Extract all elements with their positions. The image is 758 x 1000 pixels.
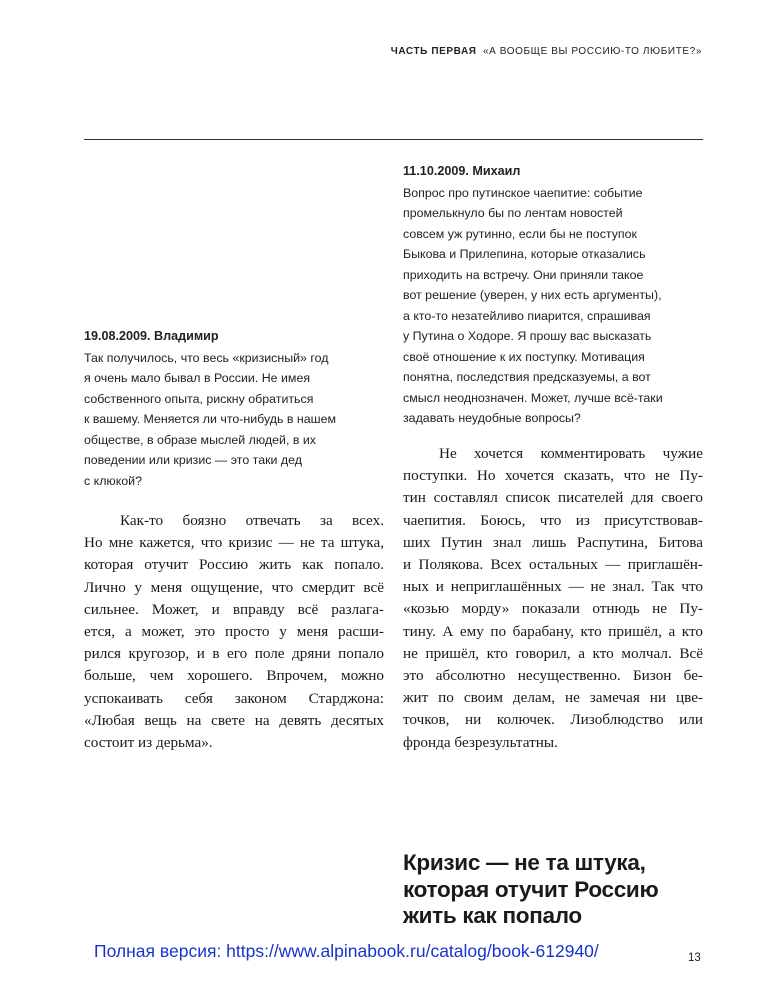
pull-quote-line: Кризис — не та штука,	[403, 850, 646, 875]
header-rule	[84, 139, 703, 140]
answer-line: ется, а может, это просто у меня расши-	[84, 623, 384, 641]
right-answer	[403, 443, 703, 754]
running-head	[391, 46, 702, 57]
pull-quote-line: которая отучит Россию	[403, 876, 659, 902]
question-line: Так получилось, что весь «кризисный» год	[84, 350, 329, 365]
answer-line: тин составлял список писателей для своего	[403, 489, 703, 507]
answer-line: рился кругозор, и в его поле дряни попало	[84, 645, 384, 663]
question-line: поведении или кризис — это таки дед	[84, 453, 302, 467]
left-answer	[84, 510, 384, 754]
left-question-heading: 19.08.2009. Владимир	[84, 329, 219, 343]
question-line: с клюкой?	[84, 473, 142, 488]
left-question	[84, 326, 336, 491]
answer-line: Лично у меня ощущение, что смердит всё	[84, 578, 384, 596]
question-line: промелькнуло бы по лентам новостей	[403, 206, 623, 220]
full-version-link[interactable]: Полная версия: https://www.alpinabook.ru/catalog/book-612940/	[94, 941, 599, 961]
question-line: смысл неоднозначен. Может, лучше всё-таки	[403, 390, 663, 405]
answer-line: точков, ни колючек. Лизоблюдство или	[403, 711, 703, 729]
answer-line: Как-то боязно отвечать за всех.	[120, 512, 384, 529]
question-line: я очень мало бывал в России. Не имея	[84, 371, 311, 385]
running-head-part: ЧАСТЬ ПЕРВАЯ	[390, 46, 477, 57]
answer-line: ных и неприглашённых — не знал. Так что	[403, 578, 703, 596]
question-line: приходить на встречу. Они приняли такое	[403, 267, 644, 282]
answer-line: фронда безрезультатны.	[403, 733, 558, 751]
answer-line: состоит из дерьма».	[84, 734, 213, 752]
question-line: понятна, последствия предсказуемы, а вот	[403, 370, 651, 384]
answer-line: не пришёл, кто говорил, а кто молчал. Всё	[403, 644, 703, 662]
answer-line: ших Путин знал лишь Распутина, Битова	[403, 533, 703, 551]
question-line: Быкова и Прилепина, которые отказались	[403, 247, 646, 261]
question-line: к вашему. Меняется ли что-нибудь в нашем	[84, 412, 337, 426]
answer-line: поступки. Но хочется сказать, что не Пу-	[403, 467, 703, 485]
answer-line: сильнее. Может, и вправду всё разлага-	[84, 600, 384, 618]
question-line: задавать неудобные вопросы?	[403, 411, 581, 425]
question-line: у Путина о Ходоре. Я прошу вас высказать	[403, 329, 652, 343]
question-line: а кто-то незатейливо пиарится, спрашивая	[403, 308, 651, 323]
answer-line: которая отучит Россию жить как попало.	[84, 556, 384, 574]
question-line: собственного опыта, рискну обратиться	[84, 391, 314, 406]
answer-line: это абсолютно несущественно. Бизон бе-	[403, 667, 703, 685]
running-head-title: «А ВООБЩЕ ВЫ РОССИЮ-ТО ЛЮБИТЕ?»	[482, 46, 702, 57]
answer-line: больше, чем хорошего. Впрочем, можно	[84, 667, 384, 685]
answer-line: чаепития. Боюсь, что из присутствовав-	[403, 511, 703, 529]
answer-line: Не хочется комментировать чужие	[439, 445, 703, 462]
question-line: своё отношение к их поступку. Мотивация	[403, 349, 645, 364]
question-line: Вопрос про путинское чаепитие: событие	[403, 185, 643, 200]
answer-line: тину. А ему по барабану, кто пришёл, а кто	[403, 622, 703, 640]
right-question	[403, 161, 663, 429]
answer-line: и Полякова. Всех остальных — приглашён-	[403, 556, 703, 574]
pull-quote	[403, 850, 658, 930]
answer-line: «козью морду» показали отнюдь не Пу-	[403, 600, 703, 618]
answer-line: Но мне кажется, что кризис — не та штука,	[84, 534, 384, 552]
page-number: 13	[688, 952, 701, 964]
question-line: вот решение (уверен, у них есть аргументы),	[403, 288, 662, 302]
answer-line: успокаивать себя законом Старджона:	[84, 689, 384, 707]
right-question-heading: 11.10.2009. Михаил	[403, 164, 521, 178]
answer-line: жит по своим делам, не замечая ни цве-	[403, 689, 703, 707]
question-line: обществе, в образе мыслей людей, в их	[84, 432, 316, 447]
answer-line: «Любая вещь на свете на девять десятых	[84, 711, 384, 729]
pull-quote-line: жить как попало	[403, 903, 582, 928]
question-line: совсем уж рутинно, если бы не поступок	[403, 226, 637, 241]
